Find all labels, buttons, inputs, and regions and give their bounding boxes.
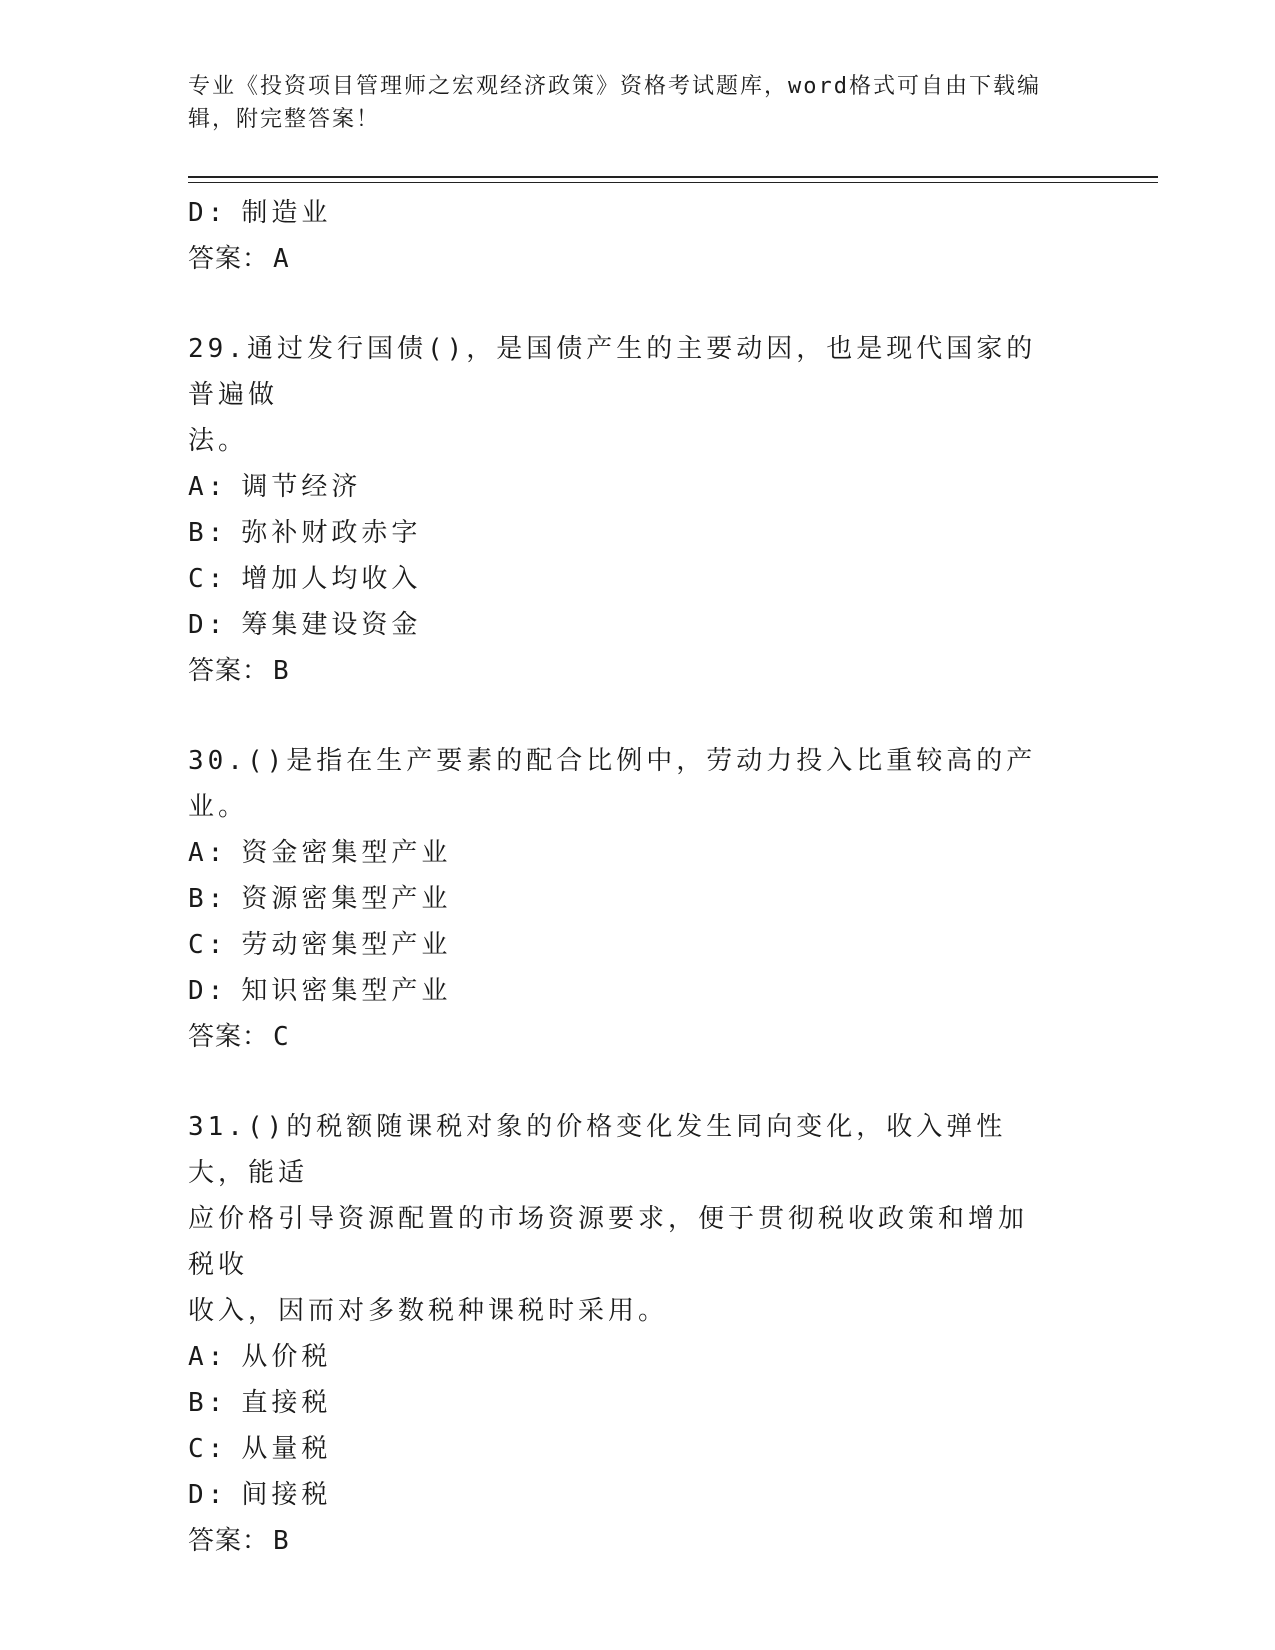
- question-stem: [188, 738, 1048, 830]
- carryover-option-d: [188, 190, 1088, 236]
- answer-label: 答案：: [188, 656, 270, 686]
- option-text: 从量税: [241, 1434, 332, 1464]
- stem-line: 法。: [188, 426, 249, 456]
- answer-label: 答案：: [188, 1526, 270, 1556]
- answer-value: B: [273, 656, 290, 686]
- option-key: D:: [188, 610, 228, 640]
- header-rule-thick: [188, 176, 1158, 178]
- header-line-1: 专业《投资项目管理师之宏观经济政策》资格考试题库，word格式可自由下载编: [188, 74, 1041, 99]
- answer-line: [188, 1014, 1088, 1060]
- option-b: [188, 876, 1088, 922]
- answer-value: A: [273, 244, 290, 274]
- option-key: D:: [188, 198, 228, 228]
- option-key: C:: [188, 930, 228, 960]
- answer-line: [188, 1518, 1088, 1564]
- stem-line: 30.()是指在生产要素的配合比例中，劳动力投入比重较高的产业。: [188, 746, 1037, 822]
- question-stem: [188, 1104, 1048, 1334]
- option-key: B:: [188, 518, 228, 548]
- answer-value: C: [273, 1022, 290, 1052]
- option-c: [188, 556, 1088, 602]
- question-stem: [188, 326, 1048, 464]
- option-key: B:: [188, 1388, 228, 1418]
- question-31: [188, 1104, 1088, 1564]
- option-c: [188, 1426, 1088, 1472]
- option-key: C:: [188, 564, 228, 594]
- option-text: 增加人均收入: [241, 564, 422, 594]
- option-d: [188, 968, 1088, 1014]
- option-text: 从价税: [241, 1342, 332, 1372]
- option-text: 调节经济: [241, 472, 362, 502]
- question-29: [188, 326, 1088, 694]
- stem-line: 收入，因而对多数税种课税时采用。: [188, 1296, 669, 1326]
- option-text: 制造业: [241, 198, 332, 228]
- question-content: [188, 190, 1088, 1564]
- option-key: C:: [188, 1434, 228, 1464]
- option-a: [188, 830, 1088, 876]
- stem-line: 29.通过发行国债()，是国债产生的主要动因，也是现代国家的普遍做: [188, 334, 1037, 410]
- option-text: 直接税: [241, 1388, 332, 1418]
- option-text: 间接税: [241, 1480, 332, 1510]
- option-d: [188, 1472, 1088, 1518]
- question-30: [188, 738, 1088, 1060]
- option-b: [188, 1380, 1088, 1426]
- option-text: 资源密集型产业: [241, 884, 452, 914]
- option-c: [188, 922, 1088, 968]
- option-key: A:: [188, 838, 228, 868]
- option-text: 筹集建设资金: [241, 610, 422, 640]
- option-key: D:: [188, 976, 228, 1006]
- answer-line: [188, 648, 1088, 694]
- option-b: [188, 510, 1088, 556]
- option-text: 资金密集型产业: [241, 838, 452, 868]
- stem-line: 31.()的税额随课税对象的价格变化发生同向变化，收入弹性大，能适: [188, 1112, 1007, 1188]
- option-a: [188, 1334, 1088, 1380]
- option-d: [188, 602, 1088, 648]
- option-key: D:: [188, 1480, 228, 1510]
- option-text: 弥补财政赤字: [241, 518, 422, 548]
- option-key: A:: [188, 1342, 228, 1372]
- option-text: 知识密集型产业: [241, 976, 452, 1006]
- option-a: [188, 464, 1088, 510]
- document-header: [188, 70, 1088, 136]
- header-rule-thin: [188, 182, 1158, 183]
- header-line-2: 辑，附完整答案！: [188, 107, 381, 132]
- option-key: B:: [188, 884, 228, 914]
- answer-value: B: [273, 1526, 290, 1556]
- answer-label: 答案：: [188, 1022, 270, 1052]
- answer-label: 答案：: [188, 244, 270, 274]
- option-key: A:: [188, 472, 228, 502]
- stem-line: 应价格引导资源配置的市场资源要求，便于贯彻税收政策和增加税收: [188, 1204, 1029, 1280]
- carryover-answer: [188, 236, 1088, 282]
- option-text: 劳动密集型产业: [241, 930, 452, 960]
